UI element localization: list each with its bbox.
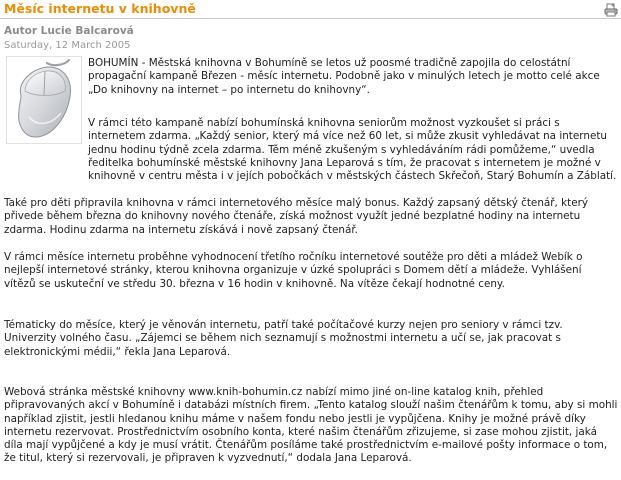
- article-paragraph: Webová stránka městské knihovny www.knih-bohumin.cz nabízí mimo jiné on-line katalog knih, přehled připravovaných akcí v Bohumíně i databázi místních firem. „Tento katalog slouží našim čtenářům k tomu, aby si mohli například zjistit, jestli hledanou knihu máme v našem fondu nebo jestli je vypůjčena. Knihy je možné právě díky internetu rezervovat. Prostřednictvím osobního konta, které našim čtenářům zřizujeme, si zase mohou zjistit, jaká díla mají vypůjčené a kdy je musí vrátit. Čtenářům posíláme také prostřednictvím e-mailové pošty informace o tom, že titul, který si rezervovali, je připraven k vyzvednutí,“ dodala Jana Leparová.: [4, 386, 618, 465]
- article-author: Autor Lucie Balcarová: [4, 25, 134, 37]
- title-divider: [0, 18, 621, 19]
- article-date: Saturday, 12 March 2005: [4, 40, 131, 51]
- article-paragraph: V rámci měsíce internetu proběhne vyhodnocení třetího ročníku internetové soutěže pro děti a mládež Webík o nejlepší internetové stránky, kterou knihovna organizuje v úzké spolupráci s Domem dětí a mládeže. Vyhlášení vítězů se uskuteční ve středu 30. března v 16 hodin v knihovně. Na vítěze čekají hodnotné ceny.: [4, 251, 583, 290]
- article-title[interactable]: Měsíc internetu v knihovně: [4, 1, 196, 16]
- article-paragraph: BOHUMÍN - Městská knihovna v Bohumíně se letos už poosmé tradičně zapojila do celostátní propagační kampaně Březen - měsíc internetu. Podobně jako v minulých letech je motto celé akce „Do knihovny na internet – po internetu do knihovny“.: [88, 57, 600, 96]
- computer-mouse-photo: [6, 56, 82, 144]
- print-icon[interactable]: [604, 2, 618, 16]
- article-paragraph: V rámci této kampaně nabízí bohumínská knihovna seniorům možnost vyzkoušet si práci s internetem zdarma. „Každý senior, který má více než 60 let, si může zkusit vyhledávat na internetu jednu hodinu týdně zcela zdarma. Těm méně zkušeným s vyhledáváním rádi pomůžeme,“ uvedla ředitelka bohumínské městské knihovny Jana Leparová s tím, že pracovat s internetem je možné v knihovně v centru města i v jejích pobočkách v městských částech Skřečoň, Starý Bohumín a Záblatí.: [88, 117, 617, 183]
- article-paragraph: Také pro děti připravila knihovna v rámci internetového měsíce malý bonus. Každý zapsaný dětský čtenář, který přivede během března do knihovny nového čtenáře, získá možnost využít jedné bezplatné hodiny na internetu zdarma. Hodinu zdarma na internetu získává i nově zapsaný čtenář.: [4, 197, 589, 236]
- article-paragraph: Tématicky do měsíce, který je věnován internetu, patří také počítačové kurzy nejen pro seniory v rámci tzv. Univerzity volného času. „Zájemci se během nich seznamují s možnostmi internetu a učí se, jak pracovat s elektronickými médii,“ řekla Jana Leparová.: [4, 319, 563, 358]
